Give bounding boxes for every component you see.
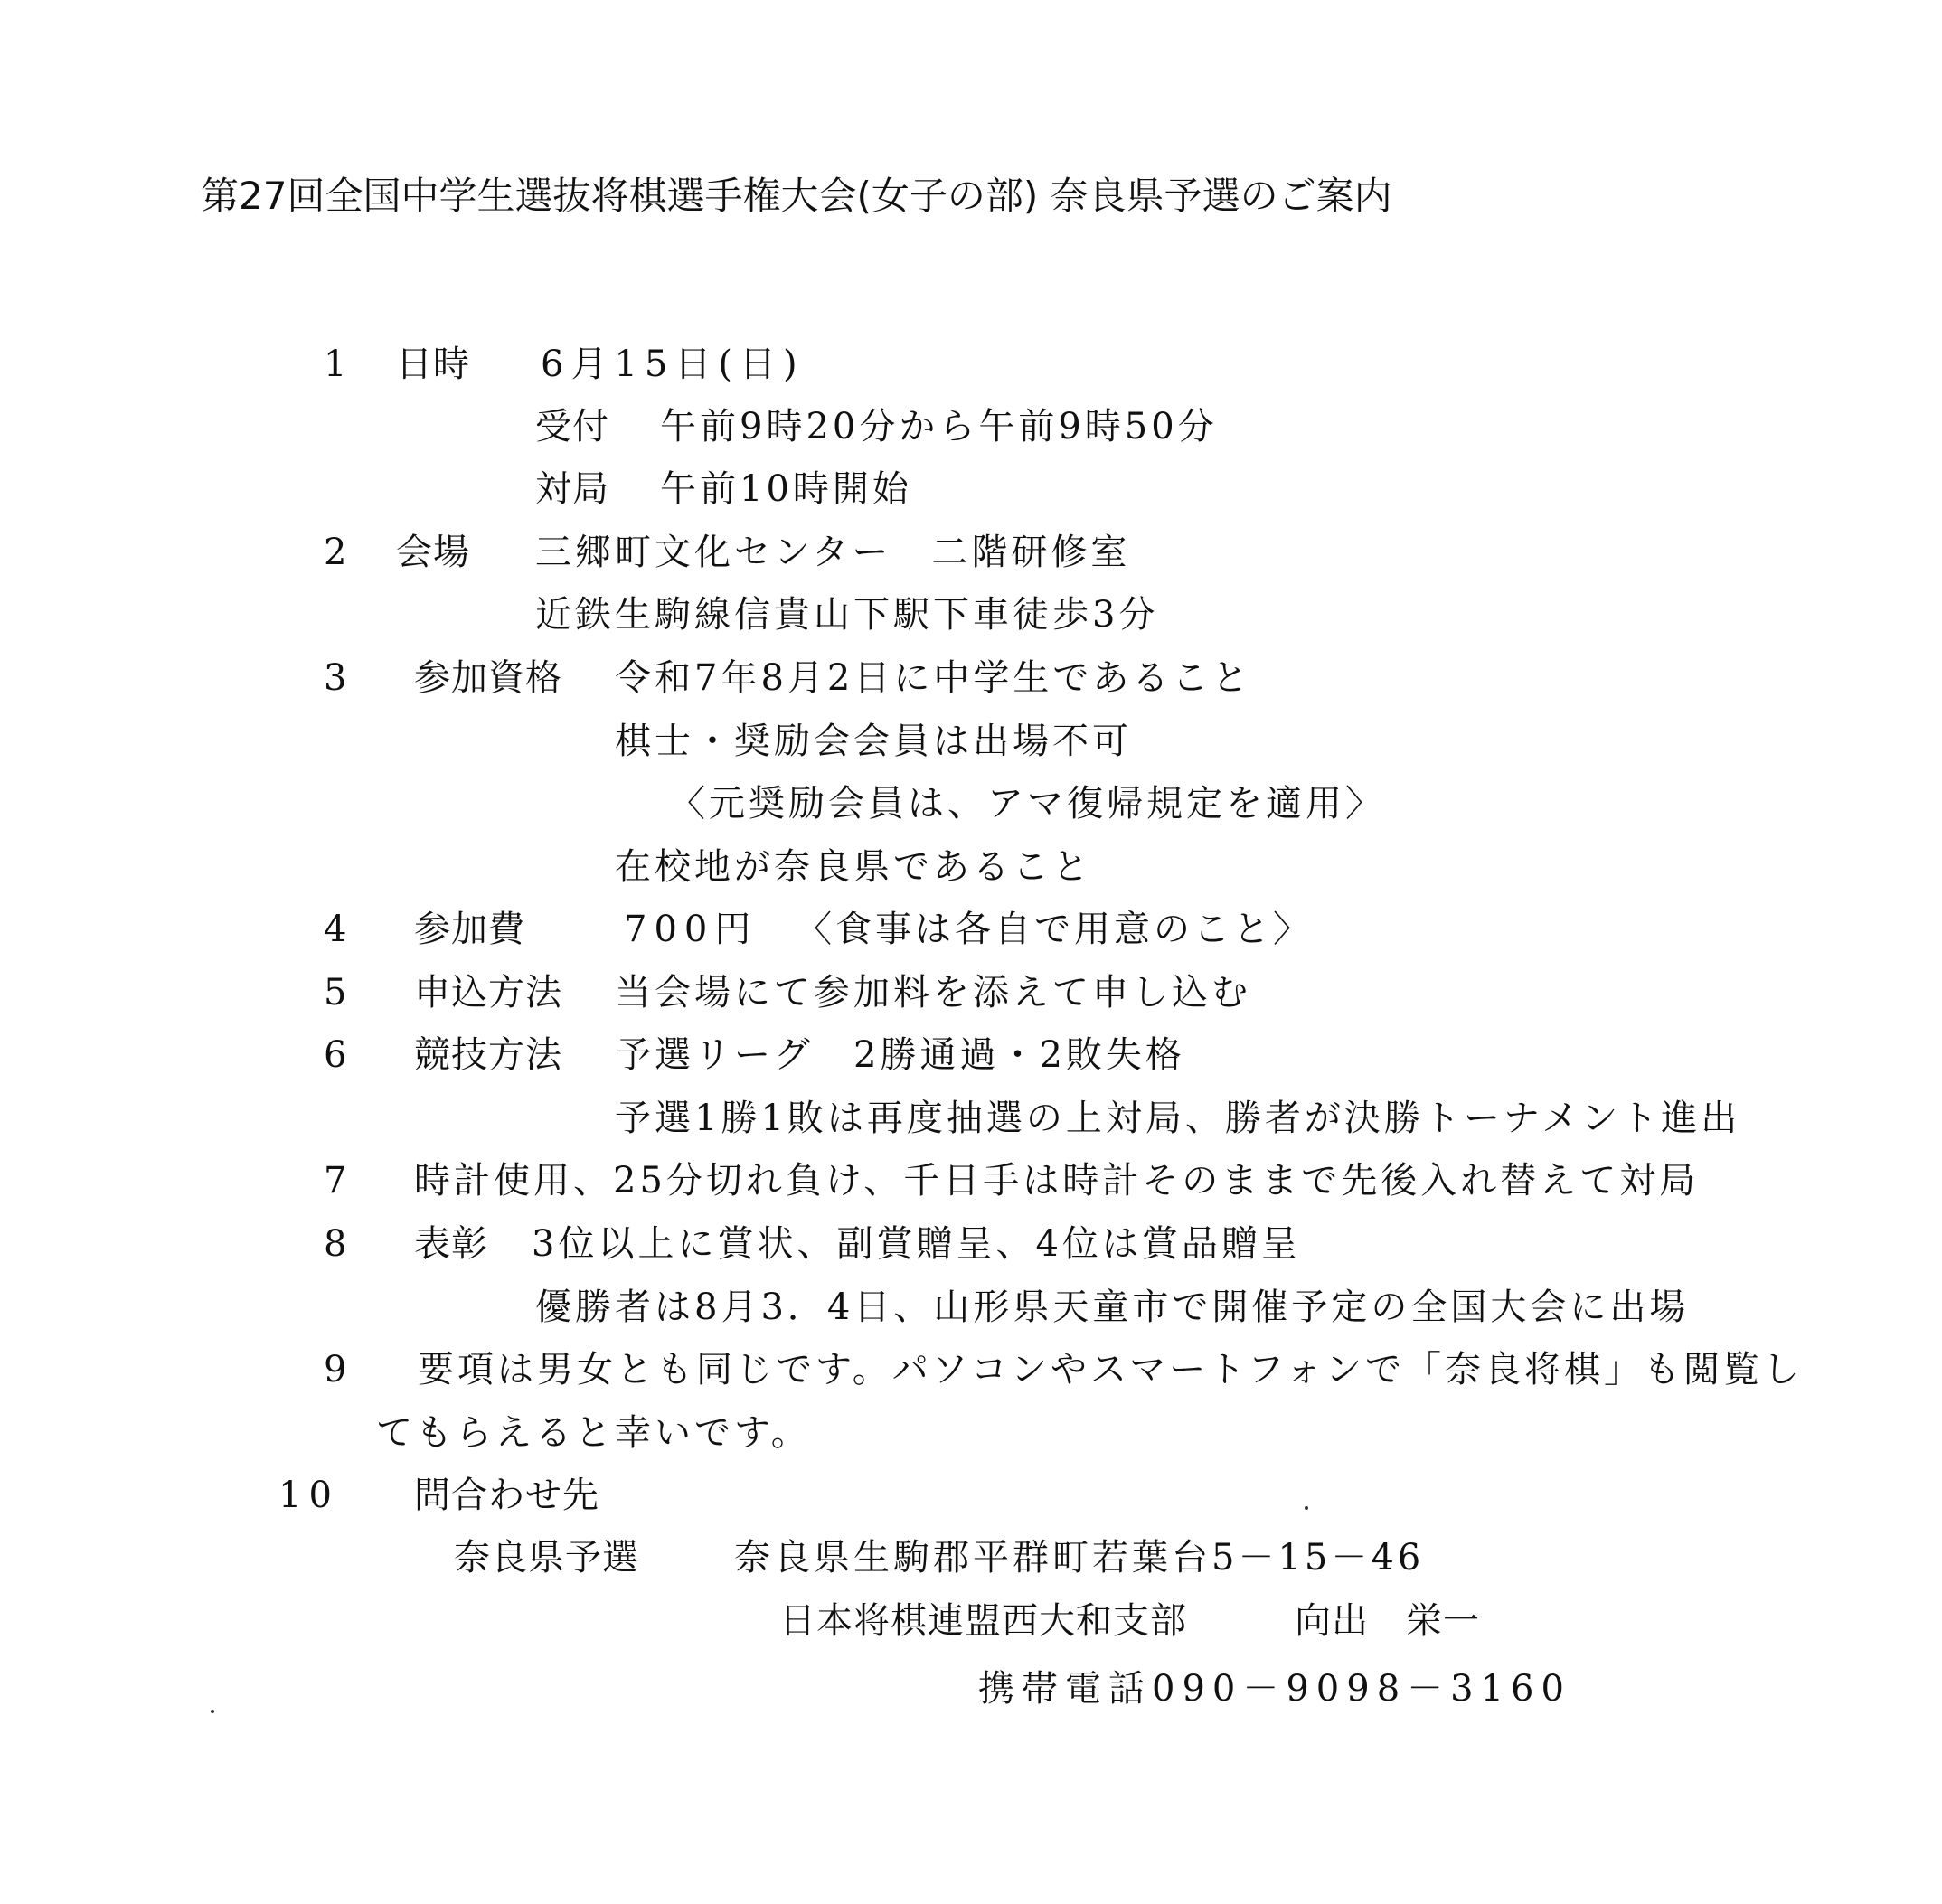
contact-name: 向出 栄一 — [1295, 1600, 1480, 1642]
item-7-number: 7 — [324, 1160, 348, 1202]
item-1-start-time: 午前10時開始 — [660, 468, 912, 510]
item-5-number: 5 — [324, 972, 348, 1013]
item-4-fee: 700円 — [624, 909, 759, 950]
item-1-reception-label: 受付 — [535, 406, 609, 448]
item-8-winner: 優勝者は8月3．4日、山形県天童市で開催予定の全国大会に出場 — [535, 1287, 1690, 1328]
item-4-number: 4 — [324, 909, 348, 950]
item-1-reception-time: 午前9時20分から午前9時50分 — [660, 406, 1218, 448]
item-8-number: 8 — [324, 1223, 348, 1265]
item-3-eligibility-3: 在校地が奈良県であること — [615, 846, 1092, 888]
contact-org-label: 奈良県予選 — [454, 1537, 639, 1579]
item-8-label: 表彰 — [414, 1223, 488, 1265]
item-1-number: 1 — [324, 344, 348, 385]
item-4-fee-note: 〈食事は各自で用意のこと〉 — [796, 909, 1313, 950]
contact-branch: 日本将棋連盟西大和支部 — [779, 1600, 1187, 1642]
item-1-start-label: 対局 — [535, 468, 609, 510]
item-3-eligibility-1: 令和7年8月2日に中学生であること — [615, 657, 1252, 699]
item-8-awards: 3位以上に賞状、副賞贈呈、4位は賞品贈呈 — [532, 1223, 1301, 1265]
item-2-venue: 三郷町文化センター 二階研修室 — [535, 532, 1131, 573]
item-1-label: 日時 — [396, 344, 470, 385]
item-6-format-2: 予選1勝1敗は再度抽選の上対局、勝者が決勝トーナメント進出 — [615, 1098, 1741, 1139]
item-3-number: 3 — [324, 657, 348, 699]
item-7-text: 時計使用、25分切れ負け、千日手は時計そのままで先後入れ替えて対局 — [414, 1160, 1700, 1202]
scan-speck — [211, 1710, 214, 1713]
item-6-format-1: 予選リーグ 2勝通過・2敗失格 — [615, 1034, 1185, 1076]
item-5-text: 当会場にて参加料を添えて申し込む — [615, 972, 1251, 1013]
item-5-label: 申込方法 — [414, 972, 562, 1013]
item-6-label: 競技方法 — [414, 1034, 562, 1076]
item-2-label: 会場 — [396, 532, 470, 573]
item-9-line-2: てもらえると幸いです。 — [376, 1412, 811, 1454]
item-6-number: 6 — [324, 1034, 348, 1076]
contact-address: 奈良県生駒郡平群町若葉台5－15－46 — [734, 1537, 1425, 1579]
scan-speck — [1305, 1506, 1308, 1510]
item-3-eligibility-2: 棋士・奨励会会員は出場不可 — [615, 721, 1132, 762]
item-9-line-1: 要項は男女とも同じです。パソコンやスマートフォンで「奈良将棋」も閲覧し — [418, 1349, 1803, 1390]
item-10-number: 10 — [278, 1475, 339, 1516]
item-10-label: 問合わせ先 — [414, 1475, 599, 1516]
document-title: 第27回全国中学生選抜将棋選手権大会(女子の部) 奈良県予選のご案内 — [201, 174, 1392, 218]
item-2-number: 2 — [324, 532, 348, 573]
item-9-number: 9 — [324, 1349, 348, 1390]
item-1-date: 6月15日(日) — [541, 344, 805, 385]
contact-phone: 携帯電話090－9098－3160 — [978, 1668, 1571, 1710]
item-3-label: 参加資格 — [414, 657, 562, 699]
item-4-label: 参加費 — [414, 909, 525, 950]
item-2-access: 近鉄生駒線信貴山下駅下車徒歩3分 — [535, 594, 1159, 636]
item-3-eligibility-note: 〈元奨励会員は、アマ復帰規定を適用〉 — [669, 783, 1385, 825]
